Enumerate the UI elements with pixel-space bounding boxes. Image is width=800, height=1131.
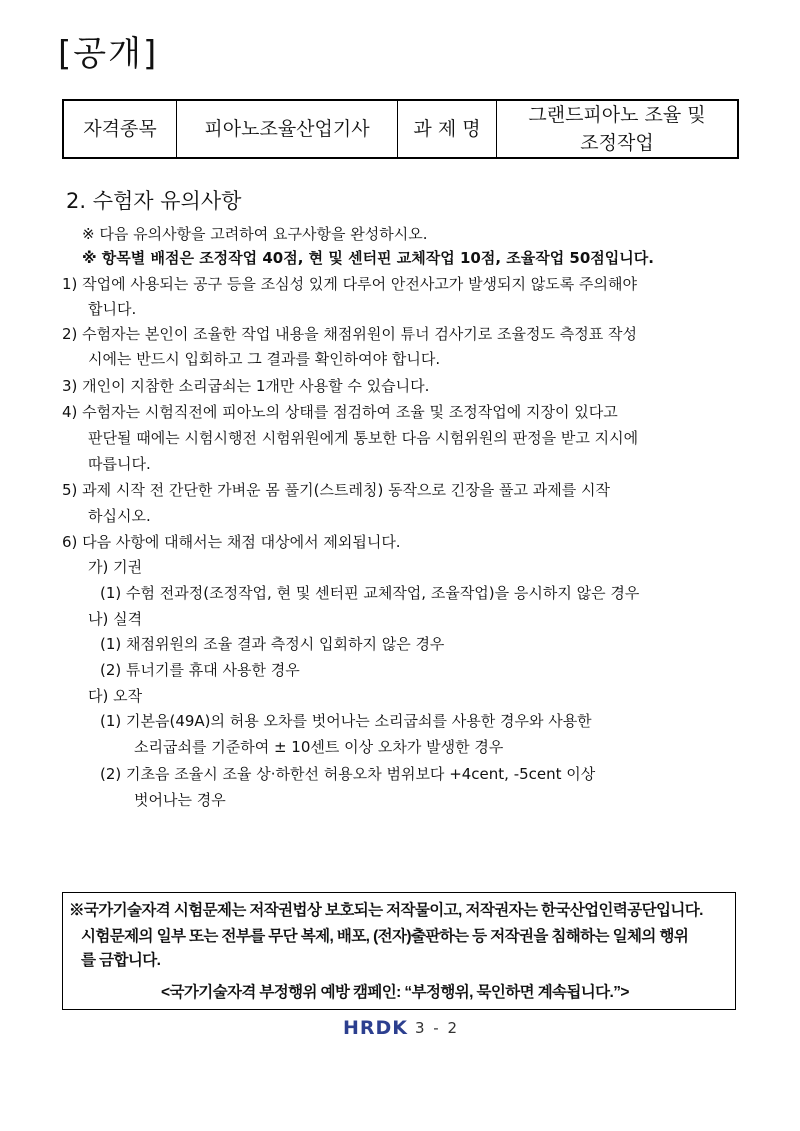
instruction-line: (2) 기초음 조율시 조율 상·하한선 허용오차 범위보다 +4cent, -5cent 이상 xyxy=(100,765,596,783)
instruction-line: 2) 수험자는 본인이 조율한 작업 내용을 채점위원이 튜너 검사기로 조율정도 측정표 작성 xyxy=(62,325,637,343)
instruction-line: 시에는 반드시 입회하고 그 결과를 확인하여야 합니다. xyxy=(88,350,441,368)
subsection-heading: 나) 실격 xyxy=(88,610,143,628)
task-label: 과 제 명 xyxy=(398,100,497,158)
info-table xyxy=(62,99,739,159)
instruction-line: 6) 다음 사항에 대해서는 채점 대상에서 제외됩니다. xyxy=(62,533,401,551)
instruction-line: 1) 작업에 사용되는 공구 등을 조심성 있게 다루어 안전사고가 발생되지 않도록 주의해야 xyxy=(62,275,637,293)
intro-note: ※ 다음 유의사항을 고려하여 요구사항을 완성하시오. xyxy=(82,225,428,243)
qualification-label: 자격종목 xyxy=(63,100,177,158)
task-value-line1: 그랜드피아노 조율 및 xyxy=(528,104,706,126)
instruction-line: (1) 수험 전과정(조정작업, 현 및 센터핀 교체작업, 조율작업)을 응시하지 않은 경우 xyxy=(100,584,640,602)
notice-line: ※국가기술자격 시험문제는 저작권법상 보호되는 저작물이고, 저작권자는 한국산업인력공단입니다. xyxy=(69,902,703,919)
instruction-line: (2) 튜너기를 휴대 사용한 경우 xyxy=(100,661,300,679)
campaign-line: <국가기술자격 부정행위 예방 캠페인: “부정행위, 묵인하면 계속됩니다.”> xyxy=(161,984,629,1001)
section-title: 2. 수험자 유의사항 xyxy=(66,189,242,213)
instruction-line: (1) 기본음(49A)의 허용 오차를 벗어나는 소리굽쇠를 사용한 경우와 사용한 xyxy=(100,712,592,730)
notice-line: 시험문제의 일부 또는 전부를 무단 복제, 배포, (전자)출판하는 등 저작권을 침해하는 일체의 행위 xyxy=(81,928,689,945)
instruction-line: 따릅니다. xyxy=(88,455,151,473)
task-value xyxy=(497,100,739,158)
page-number: 3 - 2 xyxy=(415,1019,460,1037)
instruction-line: (1) 채점위원의 조율 결과 측정시 입회하지 않은 경우 xyxy=(100,635,445,653)
instruction-line: 합니다. xyxy=(88,300,137,318)
disclosure-badge: [공개] xyxy=(58,34,159,74)
subsection-heading: 다) 오작 xyxy=(88,687,143,705)
subsection-heading: 가) 기권 xyxy=(88,558,143,576)
instruction-line: 소리굽쇠를 기준하여 ± 10센트 이상 오차가 발생한 경우 xyxy=(134,738,504,756)
instruction-line: 하십시오. xyxy=(88,507,151,525)
hrdk-logo: HRDK xyxy=(343,1017,409,1039)
task-value-line2: 조정작업 xyxy=(580,132,654,154)
qualification-value: 피아노조율산업기사 xyxy=(177,100,398,158)
instruction-line: 벗어나는 경우 xyxy=(134,791,226,809)
notice-line: 를 금합니다. xyxy=(81,952,161,969)
instruction-line: 5) 과제 시작 전 간단한 가벼운 몸 풀기(스트레칭) 동작으로 긴장을 풀고 과제를 시작 xyxy=(62,481,610,499)
instruction-line: 3) 개인이 지참한 소리굽쇠는 1개만 사용할 수 있습니다. xyxy=(62,377,430,395)
copyright-notice xyxy=(62,892,736,1010)
scoring-note: ※ 항목별 배점은 조정작업 40점, 현 및 센터핀 교체작업 10점, 조율작업 50점입니다. xyxy=(82,249,654,267)
instruction-line: 4) 수험자는 시험직전에 피아노의 상태를 점검하여 조율 및 조정작업에 지장이 있다고 xyxy=(62,403,618,421)
instruction-line: 판단될 때에는 시험시행전 시험위원에게 통보한 다음 시험위원의 판정을 받고 지시에 xyxy=(88,429,639,447)
